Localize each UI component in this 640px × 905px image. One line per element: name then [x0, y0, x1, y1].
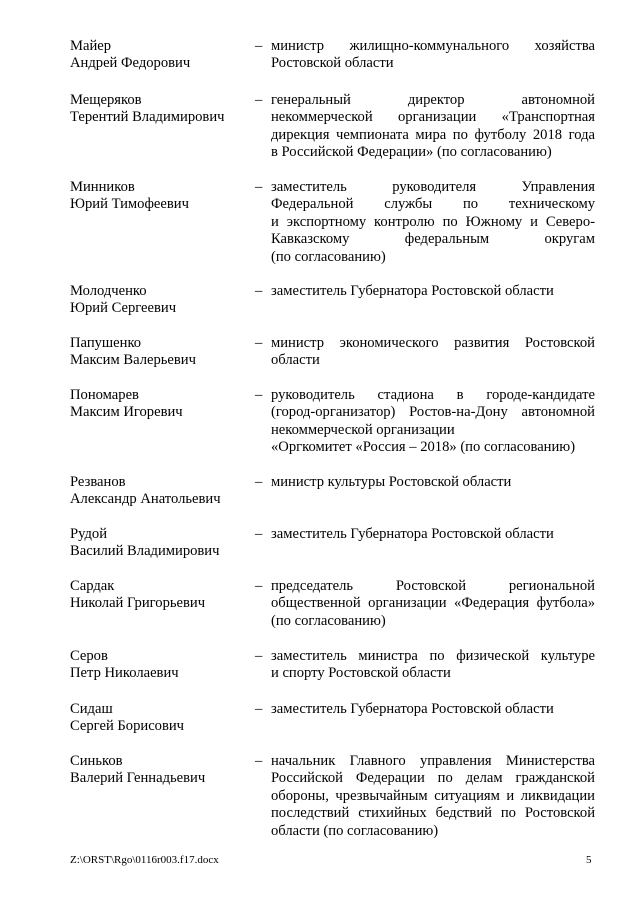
- member-given-names: Валерий Геннадьевич: [70, 770, 206, 787]
- role-line: заместитель руководителя Управления: [271, 179, 595, 195]
- member-role: [271, 701, 595, 718]
- member-surname: Молодченко: [70, 283, 147, 299]
- member-given-names: Максим Игоревич: [70, 404, 183, 421]
- dash-separator: –: [255, 38, 263, 54]
- member-given-names: Максим Валерьевич: [70, 352, 196, 369]
- member-given-names: Андрей Федорович: [70, 55, 191, 72]
- member-name: [70, 526, 250, 561]
- role-line: председатель Ростовской региональной: [271, 578, 595, 594]
- member-given-names: Александр Анатольевич: [70, 491, 221, 508]
- role-line: (по согласованию): [271, 248, 386, 265]
- role-line: заместитель Губернатора Ростовской области: [271, 283, 554, 299]
- member-role: [271, 387, 595, 457]
- role-line: некоммерческой организации «Транспортная: [271, 109, 595, 126]
- dash-separator: –: [255, 578, 263, 594]
- member-name: [70, 701, 250, 736]
- member-name: [70, 387, 250, 422]
- role-line: и экспортному контролю по Южному и Северо-: [271, 213, 595, 230]
- dash-separator: –: [255, 474, 263, 490]
- member-role: [271, 283, 595, 300]
- footer-file-path: Z:\ORST\Rgo\0116r003.f17.docx: [70, 854, 219, 866]
- member-name: [70, 38, 250, 73]
- member-given-names: Юрий Тимофеевич: [70, 196, 189, 213]
- member-name: [70, 335, 250, 370]
- member-name: [70, 753, 250, 788]
- role-line: Ростовской области: [271, 55, 394, 72]
- member-role: [271, 648, 595, 683]
- member-role: [271, 753, 595, 840]
- member-surname: Сидаш: [70, 701, 113, 717]
- member-given-names: Терентий Владимирович: [70, 109, 225, 126]
- member-surname: Папушенко: [70, 335, 142, 351]
- member-role: [271, 179, 595, 266]
- member-name: [70, 179, 250, 214]
- member-given-names: Николай Григорьевич: [70, 595, 206, 612]
- role-line: заместитель Губернатора Ростовской области: [271, 526, 554, 542]
- member-given-names: Юрий Сергеевич: [70, 300, 177, 317]
- member-surname: Минников: [70, 179, 135, 195]
- member-surname: Синьков: [70, 753, 123, 769]
- role-line: «Оргкомитет «Россия – 2018» (по согласованию): [271, 439, 576, 456]
- dash-separator: –: [255, 526, 263, 542]
- role-line: дирекция чемпионата мира по футболу 2018 года: [271, 126, 595, 143]
- member-role: [271, 38, 595, 73]
- member-given-names: Василий Владимирович: [70, 543, 220, 560]
- role-line: руководитель стадиона в городе-кандидате: [271, 387, 595, 403]
- role-line: в Российской Федерации» (по согласованию): [271, 144, 552, 161]
- role-line: Кавказскому федеральным округам: [271, 231, 595, 248]
- member-role: [271, 578, 595, 630]
- dash-separator: –: [255, 387, 263, 403]
- member-name: [70, 474, 250, 509]
- member-surname: Серов: [70, 648, 108, 664]
- dash-separator: –: [255, 283, 263, 299]
- member-name: [70, 648, 250, 683]
- role-line: обороны, чрезвычайным ситуациям и ликвидации: [271, 787, 595, 804]
- member-name: [70, 578, 250, 613]
- role-line: и спорту Ростовской области: [271, 665, 451, 682]
- member-role: [271, 474, 595, 491]
- role-line: Федеральной службы по техническому: [271, 196, 595, 213]
- member-name: [70, 92, 250, 127]
- role-line: начальник Главного управления Министерства: [271, 753, 595, 769]
- member-surname: Майер: [70, 38, 112, 54]
- role-line: области (по согласованию): [271, 822, 439, 839]
- dash-separator: –: [255, 92, 263, 108]
- member-surname: Резванов: [70, 474, 126, 490]
- role-line: Российской Федерации по делам гражданской: [271, 770, 595, 787]
- page-number: 5: [586, 854, 592, 866]
- dash-separator: –: [255, 701, 263, 717]
- dash-separator: –: [255, 335, 263, 351]
- role-line: (по согласованию): [271, 612, 386, 629]
- member-role: [271, 526, 595, 543]
- member-role: [271, 335, 595, 370]
- dash-separator: –: [255, 179, 263, 195]
- role-line: некоммерческой организации: [271, 421, 455, 438]
- dash-separator: –: [255, 648, 263, 664]
- member-role: [271, 92, 595, 162]
- dash-separator: –: [255, 753, 263, 769]
- role-line: министр экономического развития Ростовской: [271, 335, 595, 351]
- role-line: общественной организации «Федерация футбола»: [271, 595, 595, 612]
- member-surname: Пономарев: [70, 387, 139, 403]
- role-line: заместитель Губернатора Ростовской области: [271, 701, 554, 717]
- role-line: министр культуры Ростовской области: [271, 474, 512, 490]
- member-given-names: Петр Николаевич: [70, 665, 179, 682]
- role-line: министр жилищно-коммунального хозяйства: [271, 38, 595, 54]
- role-line: заместитель министра по физической культуре: [271, 648, 595, 664]
- member-name: [70, 283, 250, 318]
- role-line: области: [271, 352, 320, 369]
- role-line: последствий стихийных бедствий по Ростовской: [271, 805, 595, 822]
- member-given-names: Сергей Борисович: [70, 718, 185, 735]
- role-line: (город-организатор) Ростов-на-Дону автономной: [271, 404, 595, 421]
- member-surname: Сардак: [70, 578, 115, 594]
- member-surname: Рудой: [70, 526, 108, 542]
- member-surname: Мещеряков: [70, 92, 142, 108]
- role-line: генеральный директор автономной: [271, 92, 595, 108]
